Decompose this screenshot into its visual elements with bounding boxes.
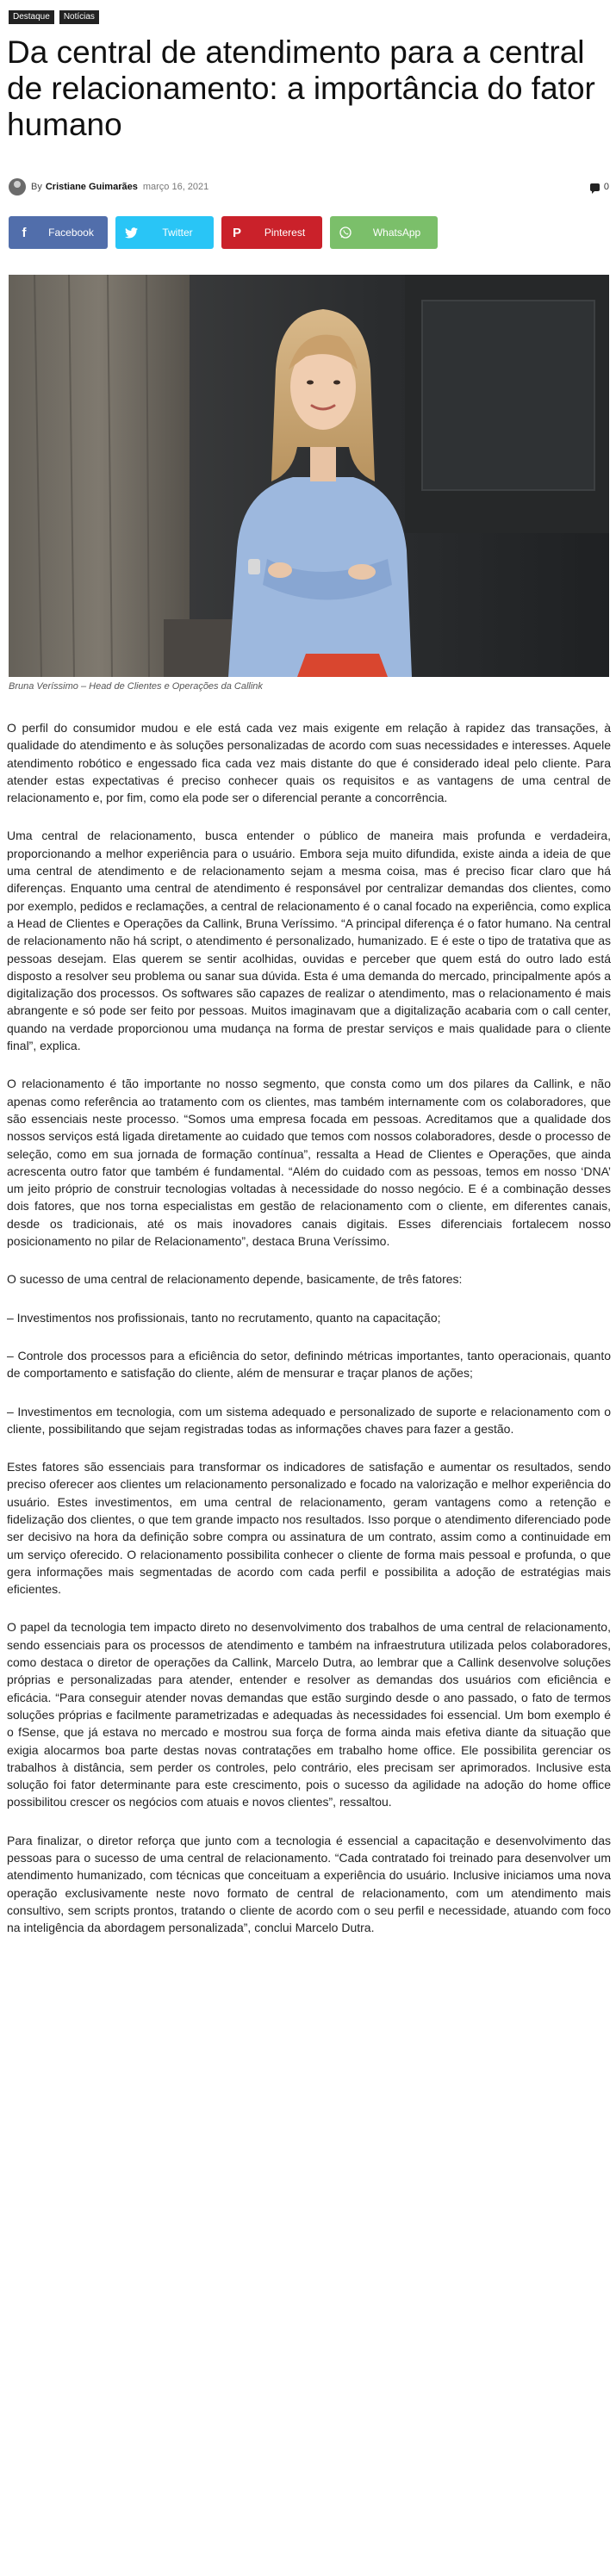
- article-paragraph: – Controle dos processos para a eficiência do setor, definindo métricas importantes, tanto operacionais, quanto de comportamento e satisfação do cliente, além de mensurar e traçar planos de ações;: [7, 1348, 611, 1381]
- author-avatar[interactable]: [9, 178, 26, 196]
- article-paragraph: O relacionamento é tão importante no nosso segmento, que consta como um dos pilares da Callink, e não apenas como referência ao tratamento com os clientes, mas também internamente com os colaboradores, que são essenciais neste processo. “Somos uma empresa focada em pessoas. Acreditamos que a qualidade dos nossos serviços está ligada diretamente ao cuidado que temos com nossos colaboradores, desde o processo de seleção, como em sua jornada de formação contínua”, ressalta a Head de Clientes e Operações, que ainda acrescenta outro fator que também é fundamental. “Além do cuidado com as pessoas, temos em nosso ‘DNA’ um jeito próprio de construir tecnologias voltadas à necessidade do nosso negócio. E é a combinação desses dois fatores, que nos torna especialistas em gestão de relacionamento com o cliente, em diferentes canais, desde os tradicionais, até os mais inovadores canais digitais. Esses diferenciais fortalecem nosso posicionamento no pilar de Relacionamento”, destaca Bruna Veríssimo.: [7, 1077, 611, 1249]
- twitter-icon: [115, 216, 146, 249]
- article-meta: [9, 177, 609, 196]
- article-paragraph: Para finalizar, o diretor reforça que junto com a tecnologia é essencial a capacitação e desenvolvimento das pessoas para o sucesso de uma central de relacionamento. “Cada contratado foi treinado para desenvolver um atendimento humanizado, com técnicas que conceituam a experiência do usuário. Inclusive iniciamos uma nova operação exclusivamente neste novo formato de central de relacionamento, com um atendimento mais consultivo, sem scripts prontos, tratando o cliente de acordo com o seu perfil e necessidade, atuando com foco na inteligência da abordagem personalizada”, conclui Marcelo Dutra.: [7, 1833, 611, 1935]
- tag-destaque[interactable]: Destaque: [9, 10, 54, 24]
- share-bar: [9, 216, 438, 249]
- image-caption: Bruna Veríssimo – Head de Clientes e Operações da Callink: [9, 681, 263, 692]
- share-whatsapp-button[interactable]: [330, 216, 438, 249]
- article-title: Da central de atendimento para a central de relacionamento: a importância do fator humano: [7, 34, 595, 142]
- share-pinterest-label: Pinterest: [264, 227, 306, 239]
- category-tags: [9, 10, 99, 24]
- portrait-photo: [9, 275, 609, 677]
- article-paragraph: Estes fatores são essenciais para transformar os indicadores de satisfação e aumentar os resultados, sendo preciso oferecer aos clientes um relacionamento personalizado e focado na valorização e melhor experiência do usuário. Estes investimentos, em uma central de relacionamento, geram vantagens como a retenção e fidelização dos clientes, o que tem grande impacto nos resultados. Isso porque o atendimento diferenciado pode ser decisivo na hora da definição sobre compra ou assinatura de um contrato, assim como a continuidade em um serviço oferecido. O relacionamento possibilita conhecer o cliente de forma mais pessoal e profunda, o que gera informações mais segmentadas de acordo com cada perfil e possibilita a adoção de estratégias mais eficientes.: [7, 1460, 611, 1597]
- tag-noticias[interactable]: Notícias: [59, 10, 99, 24]
- article-paragraph: – Investimentos nos profissionais, tanto no recrutamento, quanto na capacitação;: [7, 1310, 441, 1325]
- featured-image: [9, 275, 609, 677]
- facebook-icon: f: [22, 225, 27, 240]
- article-paragraph: O papel da tecnologia tem impacto direto no desenvolvimento dos trabalhos de uma central de relacionamento, sendo essenciais para os processos de atendimento e também na infraestrutura utilizada pelos colaboradores, como destaca o diretor de operações da Callink, Marcelo Dutra, ao lembrar que a Callink desenvolve soluções próprias e personalizadas para atender, entender e resolver as demandas dos usuários com eficiência e eficácia. “Para conseguir atender novas demandas que estão surgindo desde o ano passado, o fato de termos soluções próprias e facilmente parametrizadas e adequadas às necessidades foi essencial. Um bom exemplo é o fSense, que já estava no mercado e mostrou sua força de forma ainda mais efetiva diante da situação que exigia alocarmos boa parte destas novas contratações em trabalho home office. Ele possibilita gerenciar os trabalhos à distância, sem perder os controles, pelo contrário, eles precisam ser aprimorados. Inclusive esta solução foi fator determinante para este crescimento, pois o sucesso da agilidade na adoção do home office possibilitou crescer os negócios com atuais e novos clientes”, ressaltou.: [7, 1620, 611, 1809]
- comments-count: 0: [603, 182, 609, 192]
- share-whatsapp-label: WhatsApp: [372, 227, 421, 239]
- pinterest-icon: P: [232, 225, 241, 240]
- share-facebook-label: Facebook: [48, 227, 94, 239]
- article-paragraph: – Investimentos em tecnologia, com um sistema adequado e personalizado de suporte e relacionamento com o cliente, possibilitando que sejam registradas todas as informações chaves para fazer a gestão.: [7, 1404, 611, 1436]
- publish-date: março 16, 2021: [142, 182, 209, 192]
- comment-icon: [590, 183, 600, 191]
- article-paragraph: O perfil do consumidor mudou e ele está cada vez mais exigente em relação à rapidez das transações, à qualidade do atendimento e às soluções personalizadas de acordo com suas necessidades e interesses. Aquele atendimento robótico e engessado fica cada vez mais distante do que é considerado ideal pelo cliente. Para atender estas expectativas é preciso conhecer quais os requisitos e as vantagens de uma central de relacionamento e, por fim, como ela pode ser o diferencial perante a concorrência.: [7, 721, 611, 805]
- share-facebook-button[interactable]: [9, 216, 108, 249]
- by-label: By: [31, 182, 42, 192]
- share-twitter-button[interactable]: [115, 216, 214, 249]
- article-body: [7, 719, 611, 1958]
- article-paragraph: O sucesso de uma central de relacionamento depende, basicamente, de três fatores:: [7, 1272, 463, 1287]
- whatsapp-icon: [330, 216, 361, 249]
- author-name[interactable]: Cristiane Guimarães: [45, 182, 138, 192]
- comments-link[interactable]: [590, 182, 609, 192]
- share-pinterest-button[interactable]: [221, 216, 322, 249]
- article-paragraph: Uma central de relacionamento, busca entender o público de maneira mais profunda e verdadeira, proporcionando a melhor experiência para o usuário. Embora seja muito difundida, existe ainda a ideia de que uma central de atendimento e de relacionamento sejam a mesma coisa, mas é preciso ficar claro que há diferenças. Enquanto uma central de atendimento é responsável por centralizar demandas dos clientes, como por exemplo, pedidos e reclamações, a central de relacionamento é o canal focado na experiência, como explica a Head de Clientes e Operações da Callink, Bruna Veríssimo. “A principal diferença é o fator humano. Na central de relacionamento não há script, o atendimento é personalizado, humanizado. E é este o tipo de tratativa que as pessoas desejam. Elas querem se sentir acolhidas, ouvidas e perceber que quem está do outro lado está disposto a resolver seu problema ou sanar sua dúvida. Esta é uma demanda do mercado, principalmente após a digitalização dos processos. Os softwares são capazes de realizar o atendimento, mas o relacionamento é mais abrangente e só pode ser feito por pessoas. Muitos imaginavam que a digitalização acabaria com o call center, quando na verdade proporcionou uma mudança na forma de prestar serviços e mais qualidade para o cliente final”, explica.: [7, 829, 611, 1053]
- share-twitter-label: Twitter: [162, 227, 193, 239]
